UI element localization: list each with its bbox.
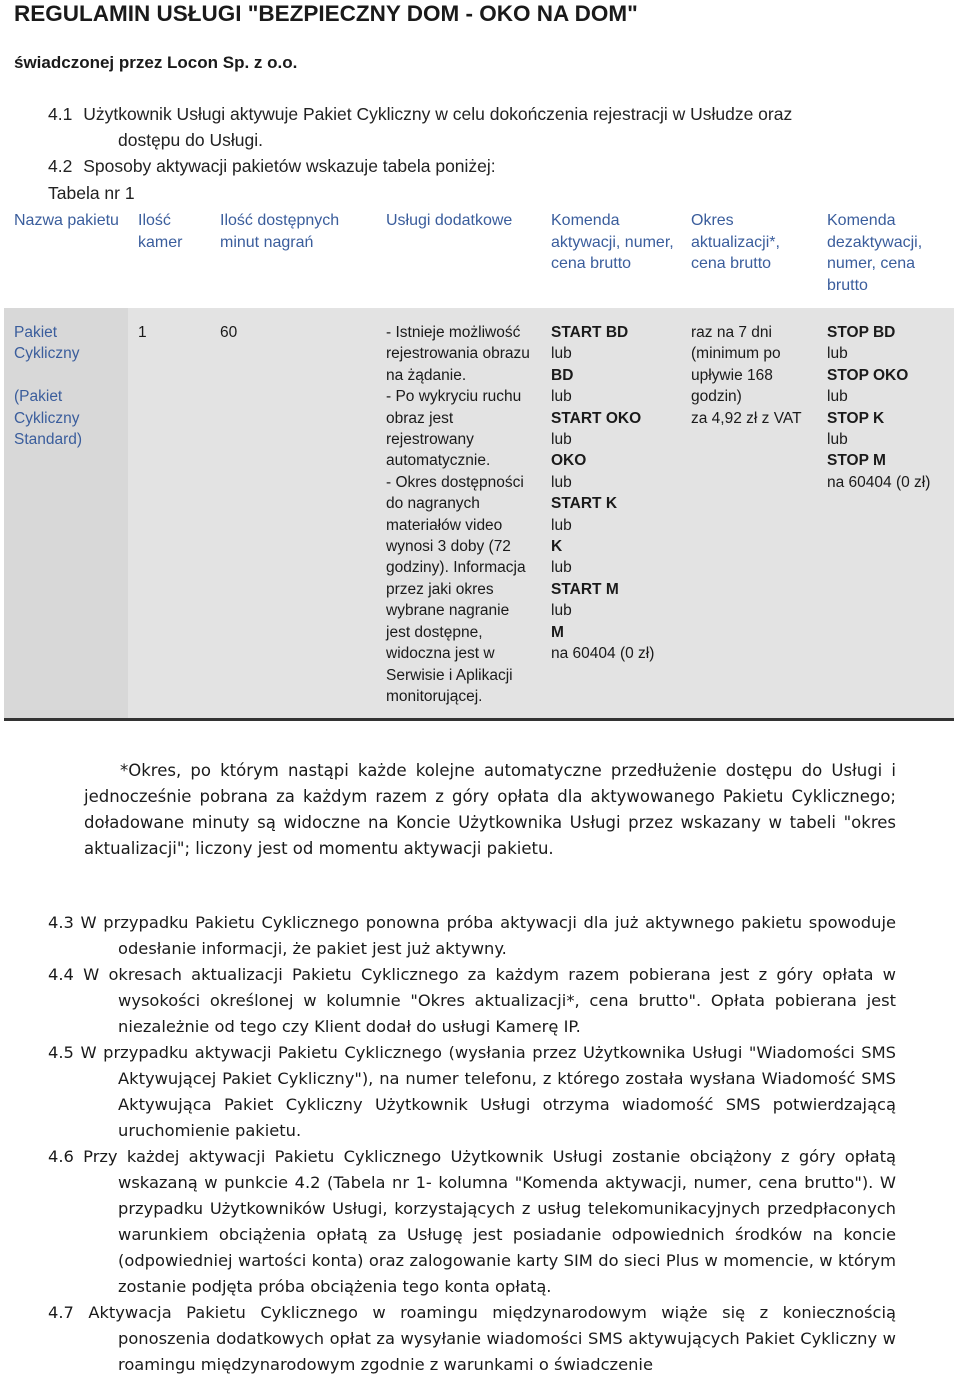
cell-line: STOP BD bbox=[827, 324, 896, 341]
cell-line: Pakiet bbox=[14, 324, 58, 341]
section-item bbox=[48, 910, 896, 962]
cell-line: OKO bbox=[551, 452, 587, 470]
table-header-row bbox=[4, 204, 954, 308]
item-number: 4.2 bbox=[48, 156, 73, 176]
packages-table bbox=[4, 204, 954, 721]
cell-line: lub bbox=[827, 345, 848, 363]
cell-line: lub bbox=[827, 431, 848, 449]
item-number: 4.1 bbox=[48, 104, 73, 124]
header-deactivation-command: Komenda dezaktywacji, numer, cena brutto bbox=[817, 204, 954, 308]
cell-line: upływie 168 bbox=[691, 366, 773, 384]
cell-deactivation-command bbox=[817, 308, 954, 720]
section-text: 4.7 Aktywacja Pakietu Cyklicznego w roamingu międzynarodowym wiąże się z koniecznością ponoszenia dodatkowych opłat za wysyłanie wiadomości SMS aktywujących Pakiet Cykliczny w roamingu międzynarodowym zgodnie z warunkami o świadczenie bbox=[48, 1303, 896, 1374]
cell-line: Cykliczny bbox=[14, 409, 80, 427]
cell-line: START BD bbox=[551, 324, 629, 341]
cell-line: START OKO bbox=[551, 409, 642, 427]
intro-item-4-2 bbox=[48, 153, 900, 179]
cell-line: lub bbox=[551, 516, 572, 534]
section-item bbox=[48, 962, 896, 1040]
table-row bbox=[4, 308, 954, 720]
header-camera-count: Ilość kamer bbox=[128, 204, 210, 308]
table-caption: Tabela nr 1 bbox=[48, 183, 135, 203]
header-update-period: Okres aktualizacji*, cena brutto bbox=[681, 204, 817, 308]
cell-line: Standard) bbox=[14, 431, 83, 449]
section-item bbox=[48, 1300, 896, 1378]
header-recording-minutes: Ilość dostępnych minut nagrań bbox=[210, 204, 376, 308]
document-title: REGULAMIN USŁUGI "BEZPIECZNY DOM - OKO NA DOM" bbox=[14, 1, 638, 26]
section-text: 4.4 W okresach aktualizacji Pakietu Cyklicznego za każdym razem pobierana jest z góry opłata w wysokości określonej w kolumnie "Okres aktualizacji*, cena brutto". Opłata pobierana jest niezależnie od tego czy Klient dodał do usługi Kamerę IP. bbox=[48, 965, 896, 1036]
header-additional-services: Usługi dodatkowe bbox=[376, 204, 541, 308]
cell-line: na 60404 (0 zł) bbox=[551, 645, 655, 663]
cell-additional-services: - Istnieje możliwość rejestrowania obrazu na żądanie. - Po wykryciu ruchu obraz jest rejestrowany automatycznie. - Okres dostępności do nagranych materiałów video wynosi 3 doby (72 godziny). Informacja przez jaki okres wybrane nagranie jest dostępne, widoczna jest w Serwisie i Aplikacji monitorującej. bbox=[376, 308, 541, 720]
cell-line: lub bbox=[551, 431, 572, 449]
cell-line bbox=[14, 365, 124, 386]
cell-line: lub bbox=[551, 559, 572, 577]
cell-line: lub bbox=[551, 345, 572, 363]
cell-camera-count: 1 bbox=[128, 308, 210, 720]
item-text: Użytkownik Usługi aktywuje Pakiet Cykliczny w celu dokończenia rejestracji w Usłudze oraz bbox=[83, 104, 793, 124]
cell-line: raz na 7 dni bbox=[691, 324, 772, 341]
cell-line: Cykliczny bbox=[14, 345, 80, 363]
cell-line: STOP OKO bbox=[827, 366, 909, 384]
item-text: Sposoby aktywacji pakietów wskazuje tabela poniżej: bbox=[83, 156, 496, 176]
cell-update-period bbox=[681, 308, 817, 720]
section-text: 4.6 Przy każdej aktywacji Pakietu Cyklicznego Użytkownik Usługi zostanie obciążony z góry opłatą wskazaną w punkcie 4.2 (Tabela nr 1- kolumna "Komenda aktywacji, numer, cena brutto"). W przypadku Użytkowników Usługi, korzystających z usług telekomunikacyjnych przedpłaconych warunkiem obciążenia opłatą za Usługę jest posiadanie odpowiednich środków na koncie (odpowiedniej wartości konta) oraz zalogowanie karty SIM do sieci Plus w momencie, w którym zostanie podjęta próba obciążenia tego konta opłatą. bbox=[48, 1147, 896, 1296]
cell-line: START M bbox=[551, 580, 619, 598]
table-footnote: *Okres, po którym nastąpi każde kolejne automatyczne przedłużenie dostępu do Usługi i jednocześnie pobrana za każdym razem z góry opłata dla aktywowanego Pakietu Cyklicznego; doładowane minuty są widoczne na Koncie Użytkownika Usługi przez wskazany w tabeli "okres aktualizacji"; liczony jest od momentu aktywacji pakietu. bbox=[84, 761, 896, 858]
cell-line: godzin) bbox=[691, 388, 742, 406]
cell-line: BD bbox=[551, 366, 574, 384]
cell-line: lub bbox=[551, 602, 572, 620]
cell-line: lub bbox=[827, 388, 848, 406]
section-text: 4.3 W przypadku Pakietu Cyklicznego ponowna próba aktywacji dla już aktywnego pakietu spowoduje odesłanie informacji, że pakiet jest już aktywny. bbox=[48, 913, 896, 958]
cell-activation-command bbox=[541, 308, 681, 720]
section-text: 4.5 W przypadku aktywacji Pakietu Cyklicznego (wysłania przez Użytkownika Usługi "Wiadomości SMS Aktywującej Pakiet Cykliczny"), na numer telefonu, z którego została wysłana Wiadomość SMS Aktywująca Pakiet Cykliczny Użytkownik Usługi otrzyma wiadomość SMS potwierdzającą uruchomienie pakietu. bbox=[48, 1043, 896, 1140]
cell-line: lub bbox=[551, 473, 572, 491]
cell-line: (minimum po bbox=[691, 345, 781, 363]
cell-line: STOP M bbox=[827, 452, 886, 470]
cell-line: STOP K bbox=[827, 409, 885, 427]
section-item bbox=[48, 1040, 896, 1144]
intro-item-4-1 bbox=[48, 101, 900, 153]
package-name-lines bbox=[14, 322, 124, 450]
cell-line: (Pakiet bbox=[14, 388, 63, 406]
cell-line: lub bbox=[551, 388, 572, 406]
cell-line: na 60404 (0 zł) bbox=[827, 473, 931, 491]
header-activation-command: Komenda aktywacji, numer, cena brutto bbox=[541, 204, 681, 308]
cell-package-name bbox=[4, 308, 128, 720]
cell-recording-minutes: 60 bbox=[210, 308, 376, 720]
cell-line: START K bbox=[551, 495, 618, 513]
item-continuation: dostępu do Usługi. bbox=[118, 130, 263, 150]
document-subtitle: świadczonej przez Locon Sp. z o.o. bbox=[14, 53, 298, 72]
cell-line: za 4,92 zł z VAT bbox=[691, 409, 802, 427]
header-package-name: Nazwa pakietu bbox=[4, 204, 128, 308]
cell-line: K bbox=[551, 538, 563, 556]
cell-line: M bbox=[551, 623, 564, 641]
section-item bbox=[48, 1144, 896, 1300]
